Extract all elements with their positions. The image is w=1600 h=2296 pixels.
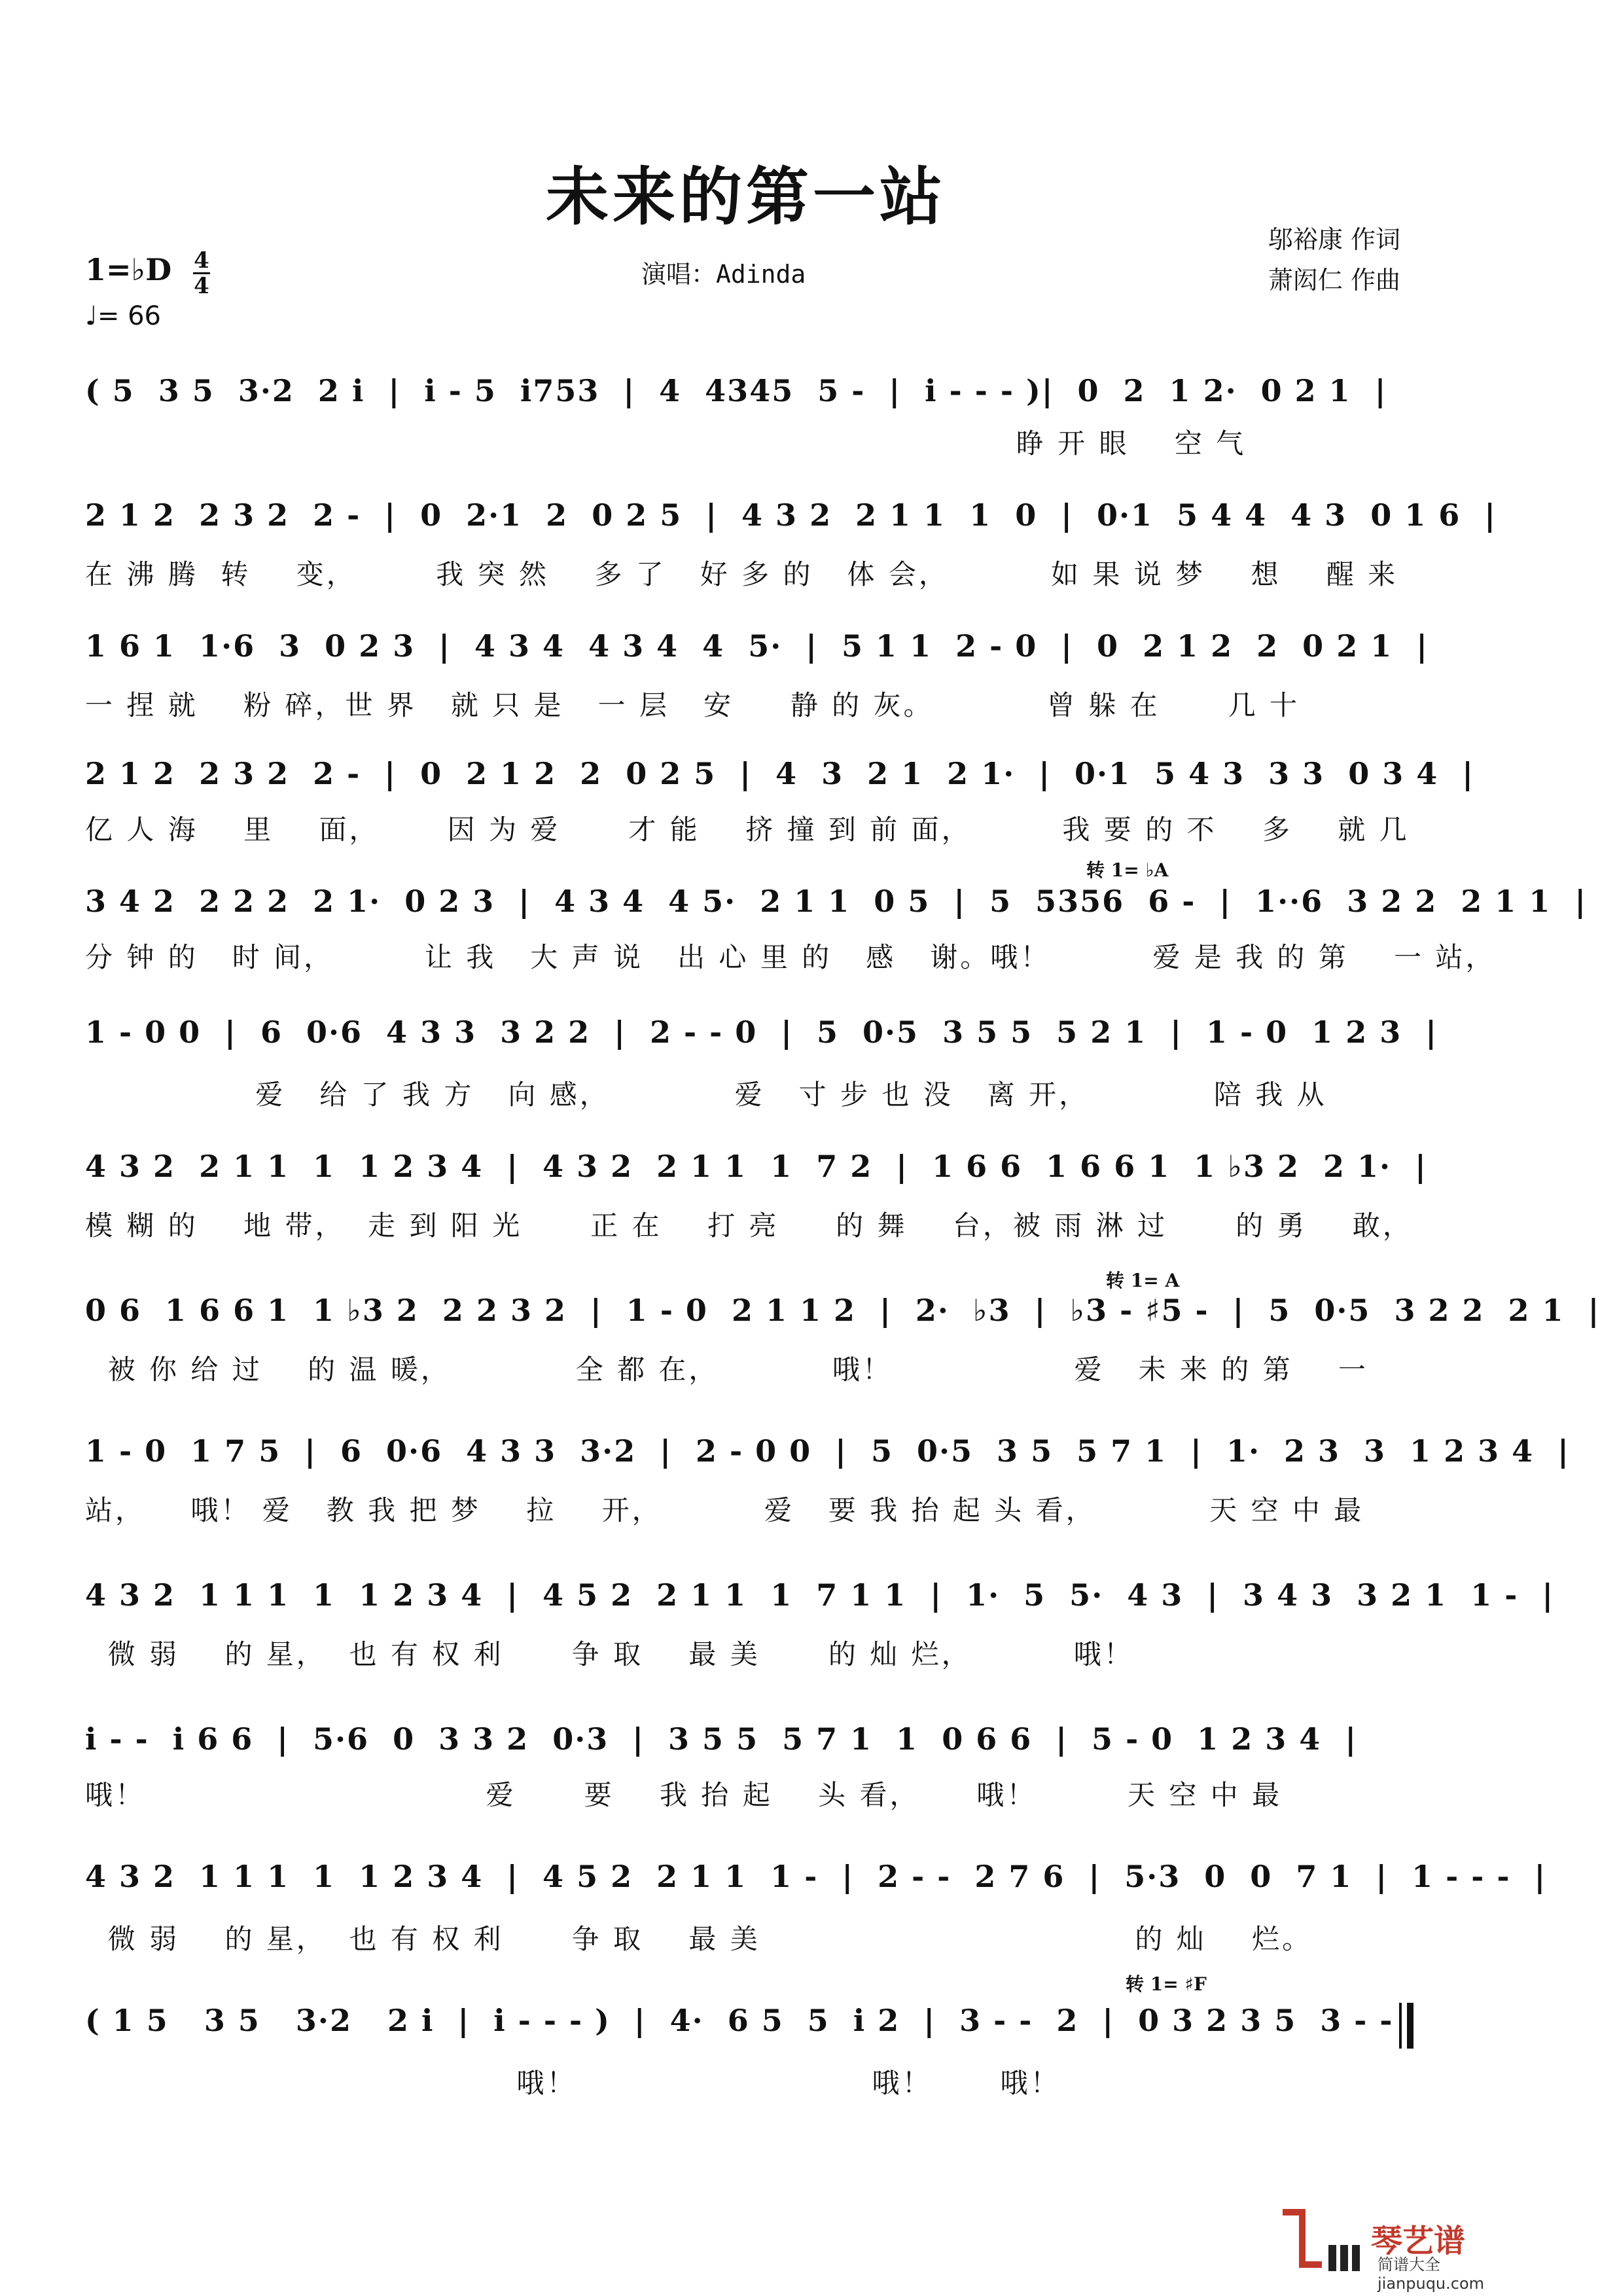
singer-credit: 演唱：Adinda <box>641 260 806 289</box>
meter-bottom: 4 <box>194 273 209 299</box>
meter-top: 4 <box>194 247 209 274</box>
modulation-mark-1: 转 1= ♭A <box>1086 859 1169 881</box>
lyric-row-3: 一 捏 就 粉 碎，世 界 就 只 是 一 层 安 静 的 灰。 曾 躲 在 几 十 <box>85 689 1300 721</box>
lyric-row-1: 睁 开 眼 空 气 <box>85 427 1247 459</box>
tempo-marking: ♩= 66 <box>85 301 161 331</box>
lyric-row-4: 亿 人 海 里 面， 因 为 爱 才 能 挤 撞 到 前 面， 我 要 的 不 多 就 几 <box>85 814 1410 846</box>
time-signature <box>193 249 210 298</box>
score-row-3: 1 6 1 1·6 3 0 2 3 | 4 3 4 4 3 4 4 5· | 5 1 1 2 - 0 | 0 2 1 2 2 0 2 1 | <box>85 628 1429 664</box>
score-row-11: i - - i 6 6 | 5·6 0 3 3 2 0·3 | 3 5 5 5 7 1 1 0 6 6 | 5 - 0 1 2 3 4 | <box>85 1721 1358 1757</box>
score-row-10: 4 3 2 1 1 1 1 1 2 3 4 | 4 5 2 2 1 1 1 7 1 1 | 1· 5 5· 4 3 | 3 4 3 3 2 1 1 - | <box>85 1577 1555 1613</box>
lyricist-credit: 邬裕康 作词 <box>1268 225 1400 254</box>
lyric-row-10: 微 弱 的 星， 也 有 权 利 争 取 最 美 的 灿 烂， 哦！ <box>85 1638 1134 1670</box>
lyric-row-11: 哦！ 爱 要 我 抬 起 头 看， 哦！ 天 空 中 最 <box>85 1779 1283 1811</box>
lyric-row-13: 哦！ 哦！ 哦！ <box>85 2067 1061 2099</box>
final-barline-thick <box>1407 2003 1413 2049</box>
score-row-12: 4 3 2 1 1 1 1 1 2 3 4 | 4 5 2 2 1 1 1 - | 2 - - 2 7 6 | 5·3 0 0 7 1 | 1 - - - | <box>85 1859 1547 1894</box>
piano-key-icon <box>1328 2245 1336 2271</box>
lyric-row-7: 模 糊 的 地 带， 走 到 阳 光 正 在 打 亮 的 舞 台，被 雨 淋 过 的 勇 敢， <box>85 1210 1413 1242</box>
key-signature: 1=♭D <box>85 252 172 287</box>
logo-url: jianpuqu.com <box>1378 2274 1485 2293</box>
lyric-row-6: 爱 给 了 我 方 向 感， 爱 寸 步 也 没 离 开， 陪 我 从 <box>85 1079 1327 1111</box>
composer-credit: 萧闳仁 作曲 <box>1268 266 1400 295</box>
piano-key-icon-2 <box>1340 2245 1348 2271</box>
score-row-8: 0 6 1 6 6 1 1 ♭3 2 2 2 3 2 | 1 - 0 2 1 1 2 | 2· ♭3 | ♭3 - ♯5 - | 5 0·5 3 2 2 2 1 | <box>85 1293 1600 1328</box>
score-row-13: ( 1 5 3 5 3·2 2 i | i - - - ) | 4· 6 5 5 i 2 | 3 - - 2 | 0 3 2 3 5 3 - - <box>85 2003 1394 2038</box>
score-row-7: 4 3 2 2 1 1 1 1 2 3 4 | 4 3 2 2 1 1 1 7 2 | 1 6 6 1 6 6 1 1 ♭3 2 2 1· | <box>85 1149 1427 1184</box>
logo-subtitle <box>1378 2251 1492 2293</box>
logo-sub-label: 简谱大全 <box>1378 2255 1440 2274</box>
score-row-4: 2 1 2 2 3 2 2 - | 0 2 1 2 2 0 2 5 | 4 3 2 1 2 1· | 0·1 5 4 3 3 3 0 3 4 | <box>85 756 1475 791</box>
logo-name: 琴艺谱 <box>1371 2223 1466 2259</box>
score-row-9: 1 - 0 1 7 5 | 6 0·6 4 3 3 3·2 | 2 - 0 0 | 5 0·5 3 5 5 7 1 | 1· 2 3 3 1 2 3 4 | <box>85 1433 1570 1469</box>
score-row-1: ( 5 3 5 3·2 2 i | i - 5 i753 | 4 4345 5 - | i - - - )| 0 2 1 2· 0 2 1 | <box>85 373 1387 408</box>
credits <box>1268 219 1400 300</box>
lyric-row-8: 被 你 给 过 的 温 暖， 全 都 在， 哦！ 爱 未 来 的 第 一 <box>85 1354 1369 1386</box>
lyric-row-5: 分 钟 的 时 间， 让 我 大 声 说 出 心 里 的 感 谢。哦！ 爱 是 我 的 第 一 站， <box>85 941 1496 973</box>
modulation-mark-3: 转 1= ♯F <box>1126 1973 1207 1995</box>
logo-mark-icon <box>1283 2212 1322 2265</box>
modulation-mark-2: 转 1= A <box>1106 1270 1180 1291</box>
final-barline <box>1399 2003 1402 2049</box>
score-row-5: 3 4 2 2 2 2 2 1· 0 2 3 | 4 3 4 4 5· 2 1 1 0 5 | 5 5356 6 - | 1··6 3 2 2 2 1 1 | <box>85 884 1588 919</box>
lyric-row-2: 在 沸 腾 转 变， 我 突 然 多 了 好 多 的 体 会， 如 果 说 梦 想 醒 来 <box>85 558 1398 590</box>
lyric-row-9: 站， 哦！ 爱 教 我 把 梦 拉 开， 爱 要 我 抬 起 头 看， 天 空 中 最 <box>85 1494 1364 1526</box>
piano-key-icon-3 <box>1352 2245 1360 2271</box>
score-row-6: 1 - 0 0 | 6 0·6 4 3 3 3 2 2 | 2 - - 0 | 5 0·5 3 5 5 5 2 1 | 1 - 0 1 2 3 | <box>85 1014 1438 1050</box>
score-row-2: 2 1 2 2 3 2 2 - | 0 2·1 2 0 2 5 | 4 3 2 2 1 1 1 0 | 0·1 5 4 4 4 3 0 1 6 | <box>85 497 1497 533</box>
lyric-row-12: 微 弱 的 星， 也 有 权 利 争 取 最 美 的 灿 烂。 <box>85 1923 1313 1955</box>
page-title: 未来的第一站 <box>546 160 946 234</box>
